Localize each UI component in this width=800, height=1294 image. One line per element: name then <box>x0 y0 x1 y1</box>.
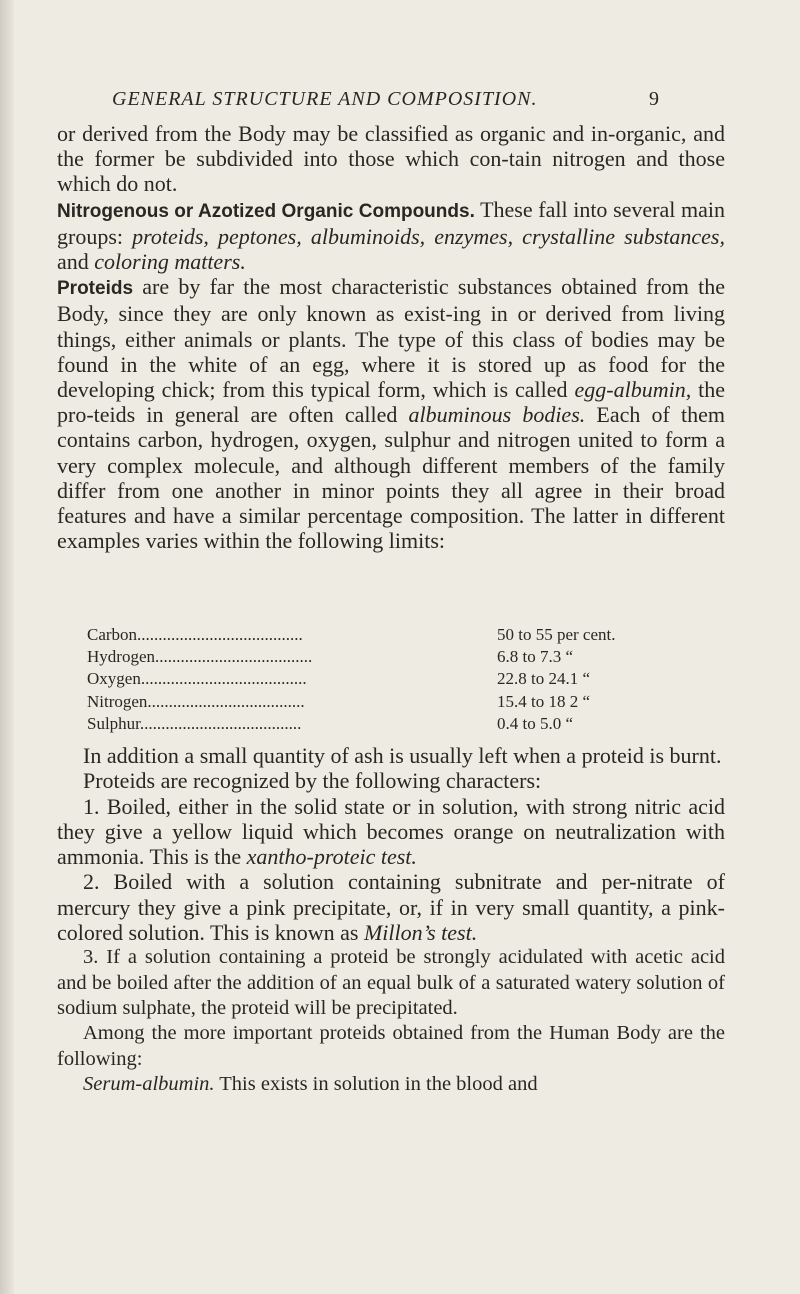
term-millons-test: Millon’s test. <box>363 920 478 946</box>
composition-row <box>87 624 707 646</box>
paragraph-test-2 <box>57 869 725 945</box>
composition-row <box>87 668 707 690</box>
paragraph-proteids-text-c: Each of them contains carbon, hydrogen, oxygen, sulphur and nitrogen united to form a very complex molecule, and although different members of the family differ from one another in minor points they all agree in their broad features and have a similar percentage composition. The latter in different examples varies within the following limits: <box>57 402 725 554</box>
running-title: GENERAL STRUCTURE AND COMPOSITION. <box>112 88 538 110</box>
groups-list: proteids, peptones, albuminoids, enzymes, crystalline substances, <box>132 223 725 249</box>
element-name: Hydrogen..................................... <box>87 647 313 667</box>
groups-last: coloring matters. <box>94 249 246 275</box>
paragraph-test-1 <box>57 794 725 870</box>
element-range: 22.8 to 24.1 “ <box>497 669 591 689</box>
test-1-text: 1. Boiled, either in the solid state or in solution, with strong nitric acid they give a yellow liquid which becomes orange on neutralization with ammonia. This is the <box>57 793 725 870</box>
page-binding-shadow <box>0 0 14 1294</box>
paragraph-intro <box>57 121 725 197</box>
composition-row <box>87 646 707 668</box>
element-name: Nitrogen..................................... <box>87 691 305 711</box>
element-name: Sulphur...................................... <box>87 713 302 733</box>
paragraph-important-proteids <box>57 1021 725 1072</box>
paragraph-characters-text: Proteids are recognized by the following characters: <box>83 768 542 794</box>
paragraph-intro-text: or derived from the Body may be classified as organic and in-organic, and the former be subdivided into those which con-tain nitrogen and those which do not. <box>57 121 725 197</box>
body-text-lower <box>57 743 725 1097</box>
section-heading-proteids: Proteids <box>57 278 134 300</box>
running-header <box>112 88 660 111</box>
test-3-text: 3. If a solution containing a proteid be strongly acidulated with acetic acid and be boiled after the addition of an equal bulk of a saturated watery solution of sodium sulphate, the proteid will be precipitated. <box>57 946 725 1019</box>
serum-albumin-text: This exists in solution in the blood and <box>214 1072 538 1095</box>
paragraph-characters <box>57 768 725 793</box>
element-range: 0.4 to 5.0 “ <box>497 713 574 733</box>
term-albuminous-bodies: albuminous bodies. <box>408 402 586 428</box>
paragraph-nitrogenous <box>57 197 725 275</box>
paragraph-proteids-text-b: the pro-teids in general are often called <box>57 377 725 428</box>
element-name: Oxygen....................................... <box>87 669 307 689</box>
composition-table <box>87 624 707 735</box>
important-proteids-text: Among the more important proteids obtained from the Human Body are the following: <box>57 1022 725 1070</box>
composition-row <box>87 691 707 713</box>
term-egg-albumin: egg-albumin, <box>574 377 692 403</box>
paragraph-test-3 <box>57 945 725 1021</box>
element-name: Carbon....................................... <box>87 625 303 644</box>
paragraph-nitrogenous-text-b: and <box>57 249 95 275</box>
element-range: 50 to 55 per cent. <box>497 625 616 644</box>
term-xantho-proteic-test: xantho-proteic test. <box>246 844 417 870</box>
composition-row <box>87 713 707 735</box>
paragraph-ash <box>57 743 725 768</box>
paragraph-serum-albumin <box>57 1072 725 1097</box>
element-range: 6.8 to 7.3 “ <box>497 647 574 667</box>
paragraph-ash-text: In addition a small quantity of ash is usually left when a proteid is burnt. <box>83 743 722 768</box>
paragraph-nitrogenous-text-a: These fall into several main groups: <box>57 196 725 249</box>
paragraph-proteids-text-a: are by far the most characteristic substances obtained from the Body, since they are only known as exist-ing in or derived from living things, either animals or plants. The type of this class of bodies may be found in the white of an egg, where it is stored up as food for the developing chick; from this typical form, which is called <box>57 274 725 403</box>
test-2-text: 2. Boiled with a solution containing subnitrate and per-nitrate of mercury they give a pink precipitate, or, if in very small quantity, a pink-colored solution. This is known as <box>57 869 725 946</box>
term-serum-albumin: Serum-albumin. <box>83 1072 215 1095</box>
section-heading-nitrogenous: Nitrogenous or Azotized Organic Compounds. <box>57 200 475 222</box>
page-number: 9 <box>649 88 660 110</box>
body-text-upper <box>57 121 725 553</box>
element-range: 15.4 to 18 2 “ <box>497 691 591 711</box>
paragraph-proteids <box>57 274 725 553</box>
